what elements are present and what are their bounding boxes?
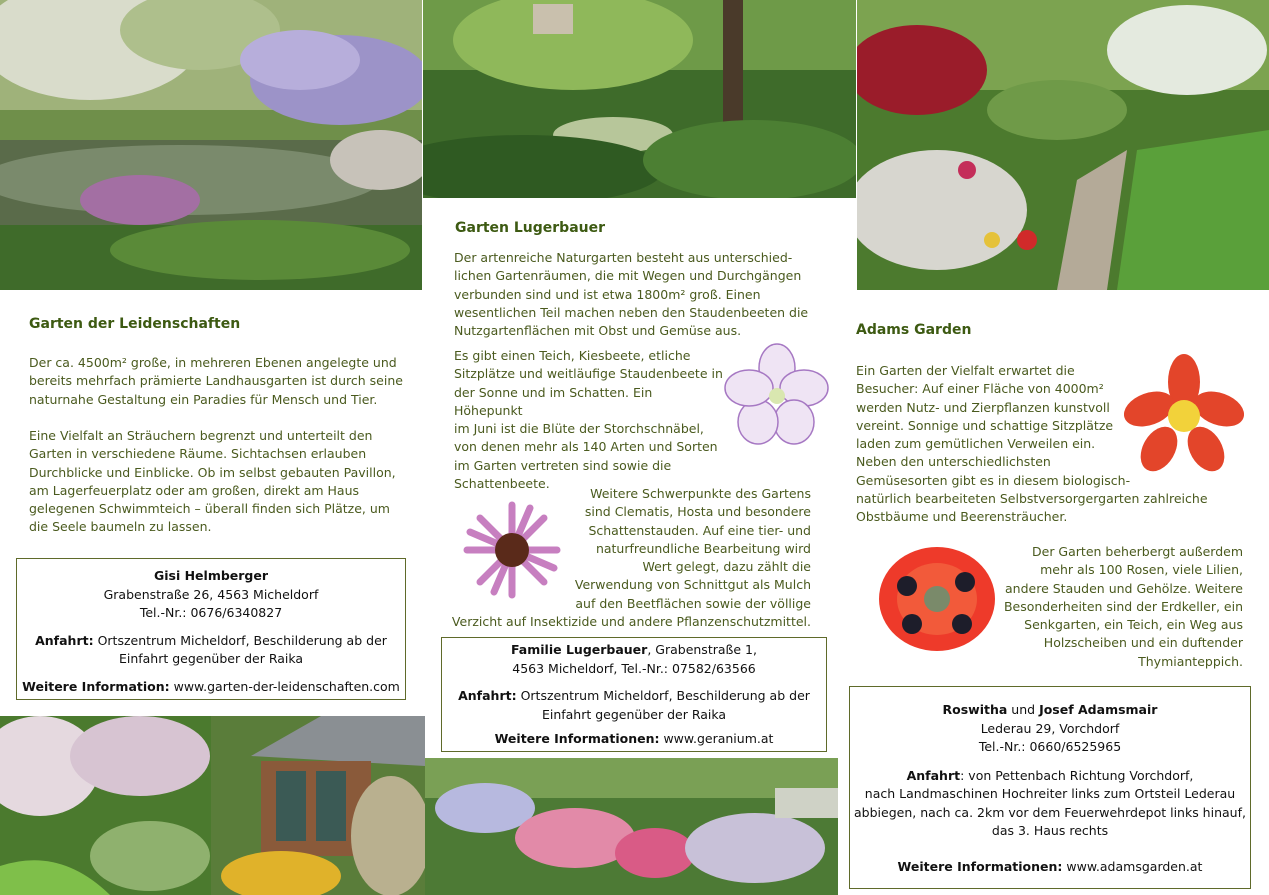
text-line: Durchblicke und Einblicke. Ob im selbst gebauten Pavillon,: [29, 464, 396, 480]
text-line: Besonderheiten sind der Erdkeller, ein: [1003, 598, 1243, 614]
text-line: Schattenbeete.: [454, 476, 550, 492]
photo-geranium-flower: [722, 340, 832, 450]
text-line: am Lagerfeuerplatz oder am großen, direkt am Haus: [29, 482, 359, 498]
contact-directions: Anfahrt: von Pettenbach Richtung Vorchdorf,: [906, 767, 1194, 783]
contact-info: Weitere Informationen: www.geranium.at: [494, 731, 774, 746]
text-line: Eine Vielfalt an Sträuchern begrenzt und unterteilt den: [29, 428, 373, 443]
garden-description-intro: [856, 362, 1236, 527]
garden-title-lugerbauer: Garten Lugerbauer: [455, 220, 606, 236]
text-line: Der artenreiche Naturgarten besteht aus unterschied-: [454, 250, 793, 265]
website-link[interactable]: www.adamsgarden.at: [1066, 858, 1203, 874]
photo-colorful-garden: [857, 0, 1269, 290]
website-link[interactable]: www.garten-der-leidenschaften.com: [173, 678, 400, 694]
text-line: Sitzplätze und weitläufige Staudenbeete in: [454, 366, 723, 382]
text-line: Garten in verschiedene Räume. Sichtachsen erlauben: [29, 446, 367, 462]
photo-poppy-flower: [877, 544, 997, 654]
text-line: Wert gelegt, dazu zählt die: [642, 559, 811, 575]
contact-directions: Anfahrt: Ortszentrum Micheldorf, Beschilderung ab der: [458, 688, 810, 703]
text-line: mehr als 100 Rosen, viele Lilien,: [1040, 562, 1243, 578]
contact-directions-cont: Einfahrt gegenüber der Raika: [118, 651, 304, 666]
text-line: wesentlichen Teil machen neben den Staudenbeeten die: [454, 304, 809, 320]
text-line: naturnahe Gestaltung ein Paradies für Mensch und Tier.: [29, 391, 378, 407]
contact-name: Gisi Helmberger: [153, 568, 269, 583]
text-line: lichen Gartenräumen, die mit Wegen und Durchgängen: [454, 268, 802, 284]
contact-info: Weitere Informationen: www.adamsgarden.at: [897, 858, 1203, 874]
text-line: Schattenstauden. Auf eine tier- und: [588, 522, 811, 538]
text-line: Senkgarten, ein Teich, ein Weg aus: [1024, 617, 1243, 633]
text-line: Gemüsesorten gibt es in diesem biologisch-: [856, 472, 1131, 488]
text-line: Der Garten beherbergt außerdem: [1032, 544, 1243, 559]
contact-box-lugerbauer: [441, 637, 827, 752]
garden-description-intro: [454, 249, 834, 340]
text-line: Nutzgartenflächen mit Obst und Gemüse aus.: [454, 323, 742, 339]
garden-title-leidenschaften: Garten der Leidenschaften: [29, 316, 241, 332]
text-line: im Garten vertreten sind sowie die: [454, 457, 672, 473]
text-line: Besucher: Auf einer Fläche von 4000m²: [856, 381, 1104, 397]
text-line: Verwendung von Schnittgut als Mulch: [574, 577, 811, 593]
photo-pavilion: [211, 716, 425, 895]
photo-seating-garden: [423, 0, 856, 198]
contact-info: Weitere Information: www.garten-der-leidenschaften.com: [22, 678, 400, 694]
photo-shrub-garden: [0, 716, 211, 895]
text-line: Verzicht auf Insektizide und andere Pflanzenschutzmittel.: [451, 614, 811, 630]
contact-directions: Anfahrt: Ortszentrum Micheldorf, Beschilderung ab der: [35, 632, 387, 648]
text-line: bereits mehrfach prämierte Landhausgarten ist durch seine: [29, 373, 403, 389]
text-line: Ein Garten der Vielfalt erwartet die: [856, 363, 1075, 378]
text-line: die Seele baumeln zu lassen.: [29, 519, 212, 535]
text-line: gelegenen Schwimmteich – überall finden sich Plätze, um: [29, 501, 390, 517]
text-line: Weitere Schwerpunkte des Gartens: [590, 486, 811, 501]
contact-box-helmberger: [16, 558, 406, 700]
text-line: im Juni ist die Blüte der Storchschnäbel,: [454, 421, 704, 437]
text-line: der Sonne und im Schatten. Ein Höhepunkt: [454, 384, 653, 418]
text-line: sind Clematis, Hosta und besondere: [584, 504, 811, 520]
text-line: Der ca. 4500m² große, in mehreren Ebenen angelegte und: [29, 355, 397, 370]
text-line: Thymianteppich.: [1138, 653, 1243, 669]
contact-directions-cont: das 3. Haus rechts: [991, 823, 1109, 838]
contact-name: Familie Lugerbauer, Grabenstraße 1,: [511, 642, 757, 657]
contact-directions-cont: nach Landmaschinen Hochreiter links zum Ortsteil Lederau: [864, 786, 1236, 801]
photo-lilies-border: [425, 758, 838, 895]
garden-description-focus: [450, 485, 811, 631]
text-line: Obstbäume und Beerensträucher.: [856, 509, 1068, 525]
contact-address: Lederau 29, Vorchdorf: [980, 720, 1120, 736]
garden-description-features: [454, 347, 724, 493]
text-line: andere Stauden und Gehölze. Weitere: [1005, 580, 1243, 596]
garden-description-more: [995, 543, 1243, 671]
text-line: vereint. Sonnige und schattige Sitzplätze: [856, 417, 1114, 433]
garden-description-details: [29, 427, 409, 537]
garden-description-intro: [29, 354, 409, 409]
contact-address: Grabenstraße 26, 4563 Micheldorf: [103, 586, 319, 602]
text-line: Holzscheiben und ein duftender: [1043, 635, 1243, 651]
website-link[interactable]: www.geranium.at: [663, 731, 774, 746]
photo-pond-garden: [0, 0, 422, 290]
contact-box-adamsmair: [849, 686, 1251, 889]
text-line: von denen mehr als 140 Arten und Sorten: [454, 439, 718, 455]
text-line: verbunden sind und ist etwa 1800m² groß. Einen: [454, 286, 761, 302]
contact-name: Roswitha und Josef Adamsmair: [942, 702, 1158, 717]
text-line: naturfreundliche Bearbeitung wird: [595, 540, 811, 556]
garden-title-adams: Adams Garden: [856, 322, 972, 338]
text-line: auf den Beetflächen sowie der völlige: [575, 595, 811, 611]
text-line: natürlich bearbeiteten Selbstversorgergarten zahlreiche: [856, 491, 1208, 507]
contact-phone: Tel.-Nr.: 0660/6525965: [978, 739, 1122, 754]
contact-phone: Tel.-Nr.: 0676/6340827: [139, 605, 283, 620]
contact-directions-cont: Einfahrt gegenüber der Raika: [541, 706, 727, 722]
contact-directions-cont: abbiegen, nach ca. 2km vor dem Feuerwehrdepot links hinauf,: [854, 804, 1246, 820]
text-line: werden Nutz- und Zierpflanzen kunstvoll: [856, 399, 1110, 415]
text-line: Es gibt einen Teich, Kiesbeete, etliche: [454, 348, 691, 363]
text-line: Neben den unterschiedlichsten: [856, 454, 1051, 470]
contact-address-phone: 4563 Micheldorf, Tel.-Nr.: 07582/63566: [512, 660, 756, 676]
text-line: laden zum gemütlichen Verweilen ein.: [856, 436, 1096, 452]
